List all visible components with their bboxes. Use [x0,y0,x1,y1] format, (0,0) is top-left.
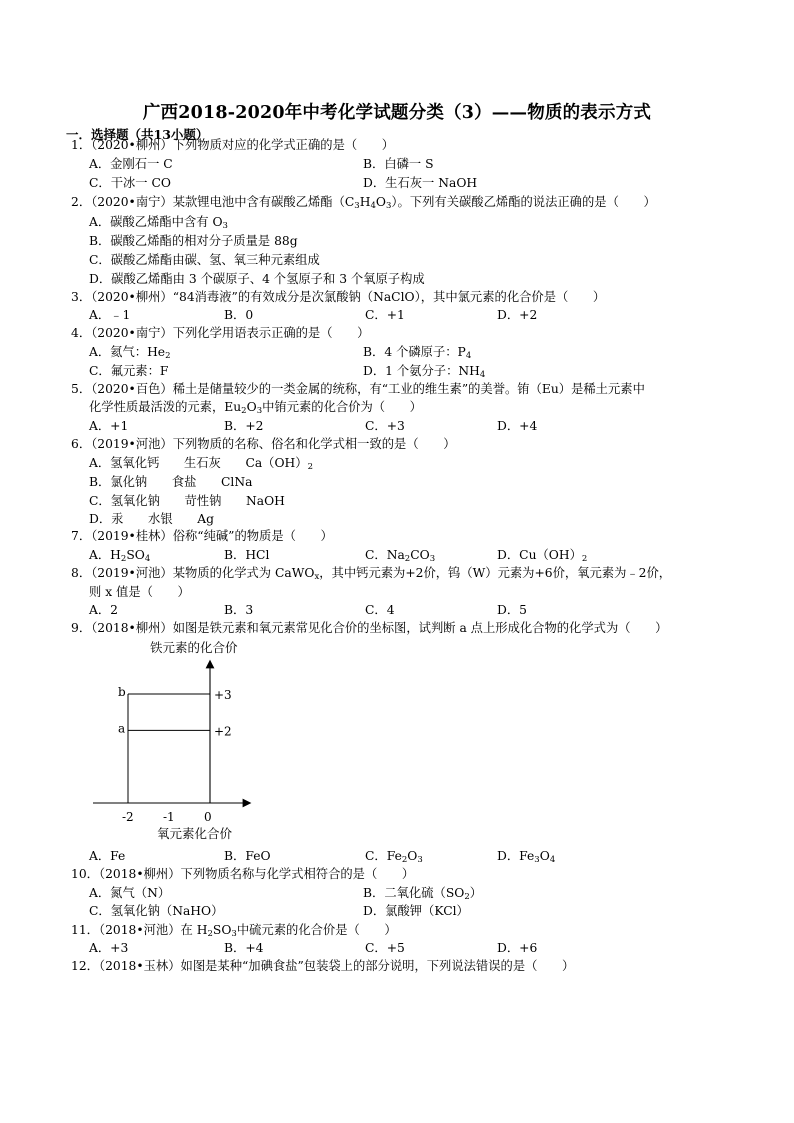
question-10-option-d: D．氯酸钾（KCl） [363,904,469,918]
question-5-option-d: D．+4 [497,419,538,433]
question-7-option-d: D．$Cu(OH)_2$ [497,548,588,564]
question-8-option-b: B．3 [224,603,254,617]
question-6-option-d: D．汞 水银 Ag [89,512,214,526]
question-6-stem: 6．（2019•河池）下列物质的名称、俗名和化学式相一致的是（ ） [71,437,456,451]
x-tick-label: 0 [204,810,212,824]
question-7-option-c: C．$Na_2CO_3$ [365,548,436,564]
question-2-option-d: D．碳酸乙烯酯由 3 个碳原子、4 个氢原子和 3 个氧原子构成 [89,272,425,286]
question-3-option-c: C．+1 [365,308,405,322]
question-8-option-a: A．2 [89,603,119,617]
point-b-label: b [118,685,126,699]
question-9-option-b: B．FeO [224,849,271,863]
y-tick-label: +3 [214,688,232,702]
question-5-option-a: A．+1 [89,419,129,433]
page-title: 广西2018-2020年中考化学试题分类（3）——物质的表示方式 [142,103,652,123]
question-8-stem-line-2: 则 x 值是（ ） [89,585,190,599]
question-3-option-d: D．+2 [497,308,538,322]
question-10-option-a: A．氮气（N） [89,886,171,900]
question-12-stem: 12．（2018•玉林）如图是某种“加碘食盐”包装袋上的部分说明，下列说法错误的是（ ） [71,959,575,973]
question-2-option-a: A．碳酸乙烯酯中含有 $O_3$ [89,215,228,231]
question-3-option-b: B．0 [224,308,254,322]
question-1-option-a: A．金刚石一 C [89,157,173,171]
question-8-option-d: D．5 [497,603,527,617]
question-11-option-b: B．+4 [224,941,264,955]
question-1-option-b: B．白磷一 S [363,157,434,171]
question-4-option-b: B．4 个磷原子：$P_4$ [363,345,472,361]
question-6-option-b: B．氯化钠 食盐 ClNa [89,475,253,489]
point-a-label: a [118,721,126,736]
question-2-option-b: B．碳酸乙烯酯的相对分子质量是 88g [89,234,298,248]
question-10-stem: 10．（2018•柳州）下列物质名称与化学式相符合的是（ ） [71,867,415,881]
question-6-option-a: A．氢氧化钙 生石灰 $Ca(OH)_2$ [89,456,314,472]
question-11-option-d: D．+6 [497,941,538,955]
question-9-option-d: D．$Fe_3O_4$ [497,849,556,865]
question-2-stem: 2．（2020•南宁）某款锂电池中含有碳酸乙烯酯$(C_3H_4O_3)$。下列有关碳酸乙烯酯的说法正确的是（ ） [71,195,656,211]
question-4-option-c: C．氟元素：F [89,364,169,378]
question-4-stem: 4．（2020•南宁）下列化学用语表示正确的是（ ） [71,326,370,340]
question-1-option-c: C．干冰一 CO [89,176,171,190]
question-11-option-a: A．+3 [89,941,129,955]
question-2-option-c: C．碳酸乙烯酯由碳、氢、氧三种元素组成 [89,253,320,267]
x-tick-label: -1 [163,810,175,824]
question-7-option-b: B．HCl [224,548,270,562]
question-1-option-d: D．生石灰一 NaOH [363,176,478,190]
question-9-option-a: A．Fe [89,849,126,863]
question-11-stem: 11．（2018•河池）在 $H_2SO_3$中硫元素的化合价是（ ） [71,923,397,939]
question-6-option-c: C．氢氧化钠 苛性钠 NaOH [89,494,285,508]
question-1-stem: 1．（2020•柳州）下列物质对应的化学式正确的是（ ） [71,138,395,152]
question-10-option-b: B．二氧化硫$(SO_2)$ [363,886,483,902]
question-3-option-a: A．﹣1 [89,308,131,322]
question-9-option-c: C．$Fe_2O_3$ [365,849,423,865]
question-7-option-a: A．$H_2SO_4$ [89,548,151,564]
question-8-option-c: C．4 [365,603,395,617]
question-5-stem-line-2: 化学性质最活泼的元素，$Eu_2O_3$中铕元素的化合价为（ ） [89,400,422,416]
question-3-stem: 3．（2020•柳州）“84消毒液”的有效成分是次氯酸钠（NaClO），其中氯元素的化合价是（ ） [71,290,606,304]
question-5-stem-line-1: 5．（2020•百色）稀土是储量较少的一类金属的统称，有“工业的维生素”的美誉。铕（Eu）是稀土元素中 [71,382,645,396]
x-axis-label: 氧元素化合价 [157,826,233,841]
question-4-option-d: D．1 个氨分子：$NH_4$ [363,364,486,380]
question-4-option-a: A．氦气：$He_2$ [89,345,171,361]
question-8-stem-line-1: 8．（2019•河池）某物质的化学式为 CaWO$_x$，其中钙元素为+2价，钨（W）元素为+6价，氧元素为﹣2价， [71,566,672,582]
question-11-option-c: C．+5 [365,941,405,955]
y-axis-label: 铁元素的化合价 [150,640,238,655]
question-5-option-b: B．+2 [224,419,264,433]
question-7-stem: 7．（2019•桂林）俗称“纯碱”的物质是（ ） [71,529,333,543]
question-10-option-c: C．氢氧化钠（NaHO） [89,904,224,918]
x-tick-label: -2 [122,810,134,824]
question-9-stem: 9．（2018•柳州）如图是铁元素和氧元素常见化合价的坐标图，试判断 a 点上形成化合物的化学式为（ ） [71,621,668,635]
y-tick-label: +2 [214,724,232,739]
question-5-option-c: C．+3 [365,419,405,433]
section-heading: 一．选择题（共13小题） [66,127,209,142]
